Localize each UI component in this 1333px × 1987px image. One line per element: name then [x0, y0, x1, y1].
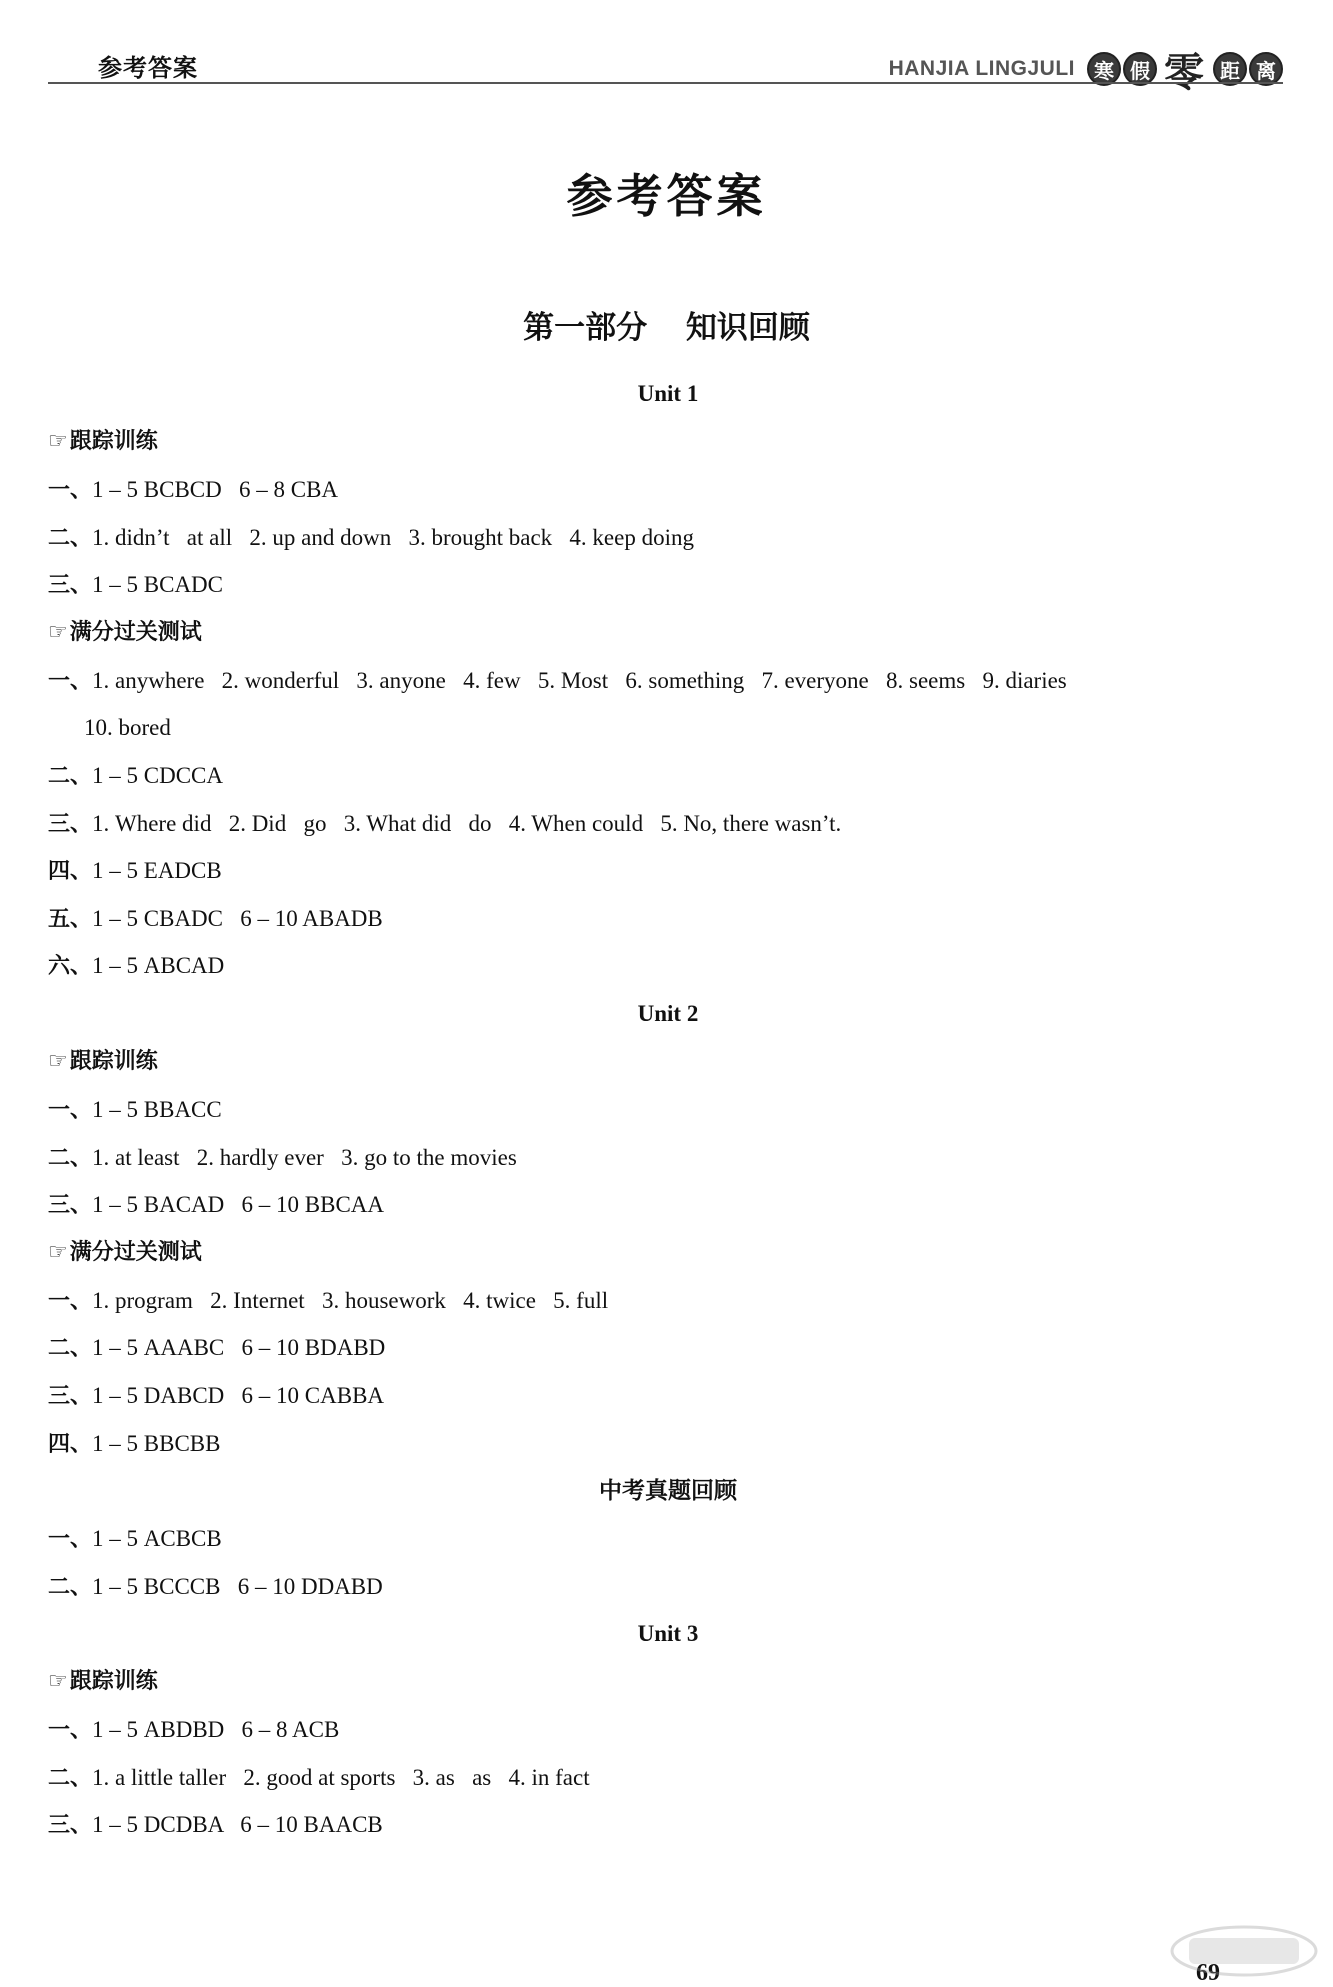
answer-line: [48, 1277, 1288, 1325]
question-number: 二、: [48, 1765, 93, 1791]
question-number: 一、: [48, 1718, 93, 1744]
question-number: 二、: [48, 1574, 93, 1600]
answer-text: 1 – 5 BCBCD 6 – 8 CBA: [92, 477, 339, 502]
answer-line: [48, 1086, 1288, 1134]
page-number: 69: [1196, 1960, 1220, 1986]
brand-char-2: 假: [1123, 52, 1157, 86]
section-heading: [48, 609, 1288, 657]
answer-text: 1. a little taller 2. good at sports 3. as as 4. in fact: [92, 1764, 590, 1790]
question-number: 二、: [48, 525, 93, 551]
answer-text: 1 – 5 BACAD 6 – 10 BBCAA: [92, 1192, 385, 1218]
answer-text: 1 – 5 ABDBD 6 – 8 ACB: [92, 1717, 340, 1743]
pointing-hand-icon: ☞: [48, 619, 68, 645]
answer-text: 1 – 5 BBCBB: [92, 1430, 221, 1456]
unit-heading: Unit 3: [637, 1621, 699, 1647]
answer-text: 1. program 2. Internet 3. housework 4. twice 5. full: [92, 1287, 609, 1313]
answer-line: [48, 847, 1288, 895]
question-number: 二、: [48, 763, 93, 789]
section-heading: [48, 418, 1288, 466]
question-number: 二、: [48, 1336, 93, 1362]
question-number: 三、: [48, 1193, 93, 1219]
answer-text: 1 – 5 AAABC 6 – 10 BDABD: [92, 1335, 386, 1361]
pointing-hand-icon: ☞: [48, 1669, 68, 1695]
question-number: 三、: [48, 1383, 93, 1409]
section-heading-text: 跟踪训练: [69, 1669, 158, 1695]
answer-text: 1. at least 2. hardly ever 3. go to the movies: [92, 1144, 517, 1170]
question-number: 五、: [48, 906, 93, 932]
answer-line: [48, 514, 1288, 562]
question-number: 三、: [48, 811, 93, 837]
brand-char-3: 零: [1164, 48, 1204, 96]
answer-line: [48, 1706, 1288, 1754]
answer-text: 1 – 5 BCADC: [92, 572, 224, 598]
answer-line: [48, 1420, 1288, 1468]
page-header: [0, 0, 1333, 96]
question-number: 四、: [48, 859, 93, 885]
question-number: 三、: [48, 573, 93, 599]
section-heading: [48, 1229, 1288, 1277]
answer-line: [48, 1563, 1288, 1611]
page-title: 参考答案: [566, 169, 767, 223]
answer-line: [48, 1134, 1288, 1182]
answer-text: 1 – 5 BCCCB 6 – 10 DDABD: [92, 1573, 383, 1599]
answer-text: 1 – 5 DABCD 6 – 10 CABBA: [92, 1382, 385, 1408]
question-number: 一、: [48, 1097, 93, 1123]
header-divider: [48, 82, 1283, 84]
section-heading-text: 跟踪训练: [69, 1048, 158, 1074]
answer-text: 1 – 5 DCDBA 6 – 10 BAACB: [92, 1812, 383, 1838]
answer-line: [48, 1515, 1288, 1563]
unit-heading: 中考真题回顾: [599, 1478, 737, 1504]
pointing-hand-icon: ☞: [48, 1048, 68, 1074]
answer-line: [48, 1754, 1288, 1802]
answer-line: [48, 752, 1288, 800]
section-heading-text: 满分过关测试: [69, 619, 202, 645]
answer-text: 1. didn’t at all 2. up and down 3. brought back 4. keep doing: [92, 524, 694, 550]
part-title: [0, 302, 1333, 347]
brand-logo: [889, 44, 1283, 94]
question-number: 一、: [48, 668, 93, 694]
brand-char-5: 离: [1249, 52, 1283, 86]
answer-text: 1 – 5 ACBCB: [92, 1526, 222, 1552]
section-heading-text: 满分过关测试: [69, 1239, 202, 1265]
answer-line: [48, 942, 1288, 990]
question-number: 一、: [48, 478, 93, 503]
section-heading: [48, 1658, 1288, 1706]
watermark-logo-icon: [1169, 1924, 1319, 1978]
answer-line-continued: 10. bored: [84, 715, 171, 741]
answer-text: 1 – 5 ABCAD: [92, 953, 225, 979]
answer-text: 1. anywhere 2. wonderful 3. anyone 4. few 5. Most 6. something 7. everyone 8. seems 9. diaries: [92, 667, 1067, 693]
brand-char-1: 寒: [1087, 52, 1121, 86]
answer-line: [48, 1181, 1288, 1229]
answer-line: [48, 800, 1288, 848]
answer-list: [48, 370, 1288, 1849]
answer-text: 1 – 5 EADCB: [92, 858, 222, 884]
answer-line: [48, 466, 1288, 514]
part-label: 第一部分: [523, 310, 648, 346]
answer-text: 1 – 5 BBACC: [92, 1096, 222, 1122]
question-number: 三、: [48, 1813, 93, 1839]
question-number: 二、: [48, 1145, 93, 1171]
brand-english: HANJIA LINGJULI: [888, 57, 1075, 80]
pointing-hand-icon: ☞: [48, 429, 68, 454]
section-heading-text: 跟踪训练: [69, 429, 158, 454]
answer-line: [48, 1372, 1288, 1420]
answer-line: [48, 657, 1288, 705]
unit-heading: Unit 2: [637, 1000, 699, 1026]
section-heading: [48, 1038, 1288, 1086]
part-name: 知识回顾: [685, 310, 810, 346]
answer-text: 1 – 5 CDCCA: [92, 762, 224, 788]
answer-line: [48, 1801, 1288, 1849]
unit-heading: Unit 1: [637, 381, 699, 406]
answer-line: [48, 561, 1288, 609]
question-number: 六、: [48, 954, 93, 980]
question-number: 四、: [48, 1431, 93, 1457]
question-number: 一、: [48, 1527, 93, 1553]
answer-line: [48, 1324, 1288, 1372]
brand-char-4: 距: [1213, 52, 1247, 86]
header-title: 参考答案: [98, 54, 198, 82]
pointing-hand-icon: ☞: [48, 1239, 68, 1265]
answer-line: [48, 895, 1288, 943]
answer-text: 1 – 5 CBADC 6 – 10 ABADB: [92, 905, 383, 931]
question-number: 一、: [48, 1288, 93, 1314]
answer-text: 1. Where did 2. Did go 3. What did do 4. When could 5. No, there wasn’t.: [92, 810, 842, 836]
